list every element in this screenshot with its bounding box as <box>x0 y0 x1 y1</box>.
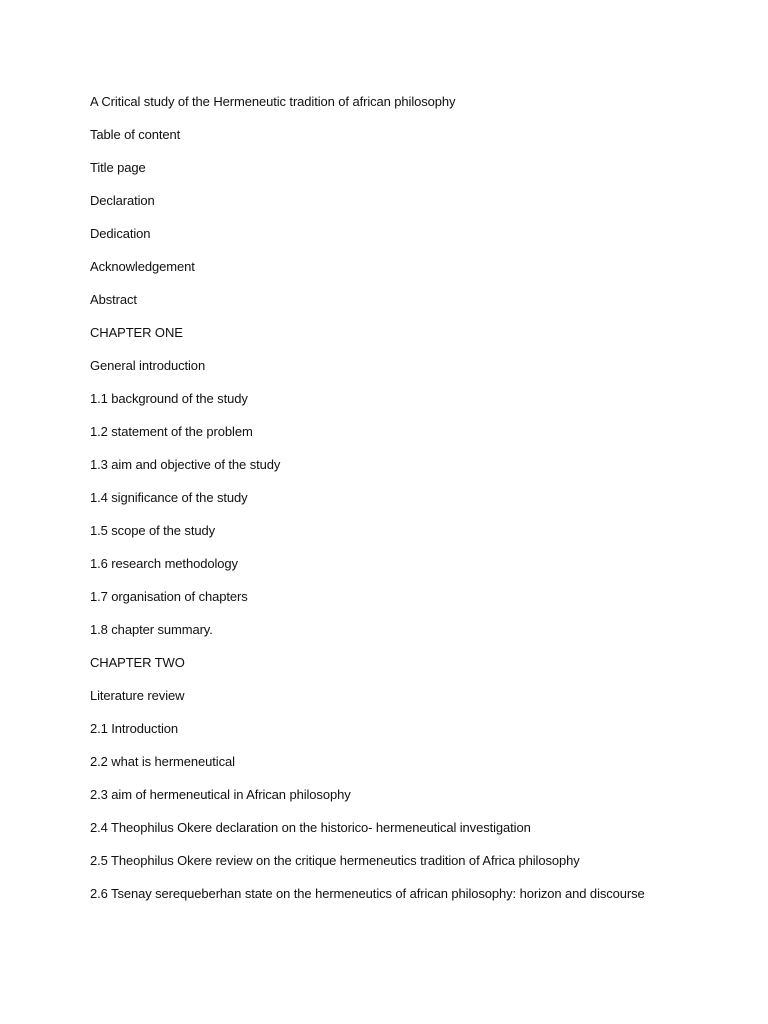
toc-item: 1.8 chapter summary. <box>90 622 213 637</box>
toc-item: 1.6 research methodology <box>90 556 238 571</box>
toc-heading: Table of content <box>90 127 181 142</box>
toc-item: 2.2 what is hermeneutical <box>90 754 235 769</box>
toc-item: Title page <box>90 160 146 175</box>
toc-item: 2.5 Theophilus Okere review on the critique hermeneutics tradition of Africa philosophy <box>90 853 580 868</box>
toc-item: 1.2 statement of the problem <box>90 424 253 439</box>
toc-item: Dedication <box>90 226 151 241</box>
toc-item: 2.6 Tsenay serequeberhan state on the hermeneutics of african philosophy: horizon and discourse <box>90 886 645 901</box>
table-of-contents <box>90 93 750 918</box>
toc-item: 1.7 organisation of chapters <box>90 589 248 604</box>
toc-item: 1.5 scope of the study <box>90 523 215 538</box>
chapter-title: Literature review <box>90 688 185 703</box>
toc-item: Declaration <box>90 193 155 208</box>
toc-item: 1.4 significance of the study <box>90 490 248 505</box>
chapter-title: General introduction <box>90 358 206 373</box>
chapter-heading: CHAPTER TWO <box>90 655 185 670</box>
toc-item: 1.1 background of the study <box>90 391 248 406</box>
toc-item: Abstract <box>90 292 137 307</box>
toc-item: 2.1 Introduction <box>90 721 179 736</box>
toc-item: 1.3 aim and objective of the study <box>90 457 281 472</box>
toc-item: 2.3 aim of hermeneutical in African philosophy <box>90 787 351 802</box>
toc-item: Acknowledgement <box>90 259 195 274</box>
document-title: A Critical study of the Hermeneutic tradition of african philosophy <box>90 94 456 109</box>
toc-item: 2.4 Theophilus Okere declaration on the historico- hermeneutical investigation <box>90 820 531 835</box>
chapter-heading: CHAPTER ONE <box>90 325 183 340</box>
